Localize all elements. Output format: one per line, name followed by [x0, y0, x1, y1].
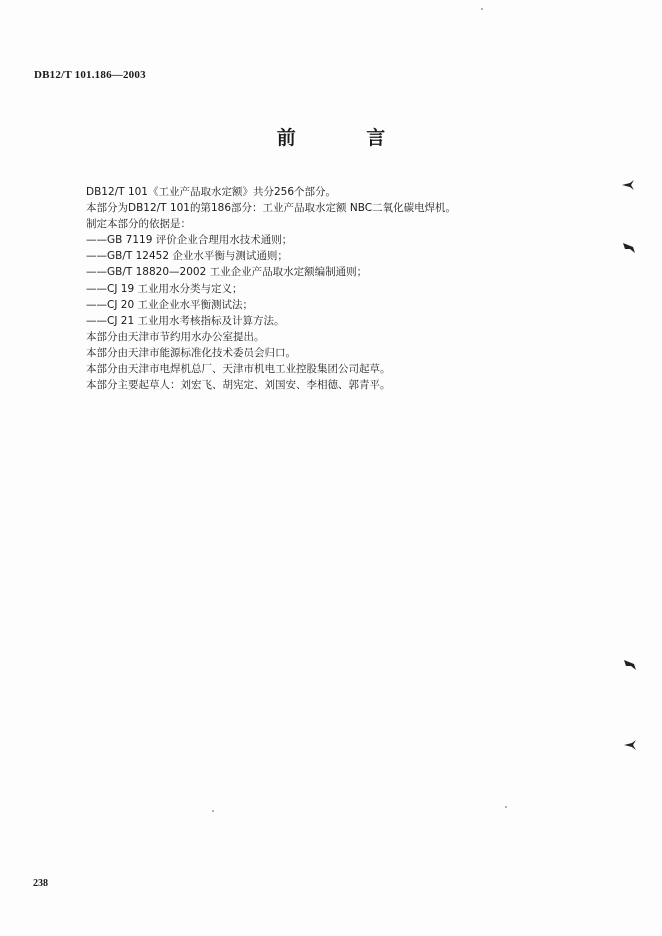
- standard-code: DB12/T 101.186—2003: [34, 69, 146, 81]
- scan-mark-icon: [624, 740, 636, 750]
- body-line: 本部分为DB12/T 101的第186部分：工业产品取水定额 NBC二氧化碳电焊机。: [86, 202, 457, 215]
- body-line: 本部分由天津市节约用水办公室提出。: [86, 330, 265, 343]
- body-line: ——CJ 19 工业用水分类与定义；: [86, 282, 243, 295]
- body-line: 制定本部分的依据是：: [86, 218, 191, 231]
- page-number: 238: [33, 878, 48, 889]
- scan-speck: [481, 8, 483, 10]
- body-line: DB12/T 101《工业产品取水定额》共分256个部分。: [86, 186, 337, 198]
- body-line: ——GB/T 18820—2002 工业企业产品取水定额编制通则；: [86, 266, 368, 279]
- body-line: ——CJ 21 工业用水考核指标及计算方法。: [86, 314, 285, 327]
- body-line: ——CJ 20 工业企业水平衡测试法；: [86, 298, 253, 311]
- body-line: ——GB 7119 评价企业合理用水技术通则；: [86, 234, 293, 247]
- body-line: 本部分主要起草人：刘宏飞、胡宪定、刘国安、李相德、郭青平。: [86, 379, 391, 392]
- body-line: 本部分由天津市电焊机总厂、天津市机电工业控股集团公司起草。: [86, 363, 391, 376]
- foreword-body: [86, 184, 586, 393]
- scan-speck: [212, 810, 214, 812]
- page-title: 前 言: [276, 127, 418, 149]
- scan-speck: [505, 806, 507, 808]
- scan-mark-icon: [624, 660, 636, 670]
- body-line: 本部分由天津市能源标准化技术委员会归口。: [86, 346, 296, 359]
- body-line: ——GB/T 12452 企业水平衡与测试通则；: [86, 250, 288, 263]
- scan-mark-icon: [623, 243, 635, 253]
- scan-mark-icon: [622, 180, 634, 190]
